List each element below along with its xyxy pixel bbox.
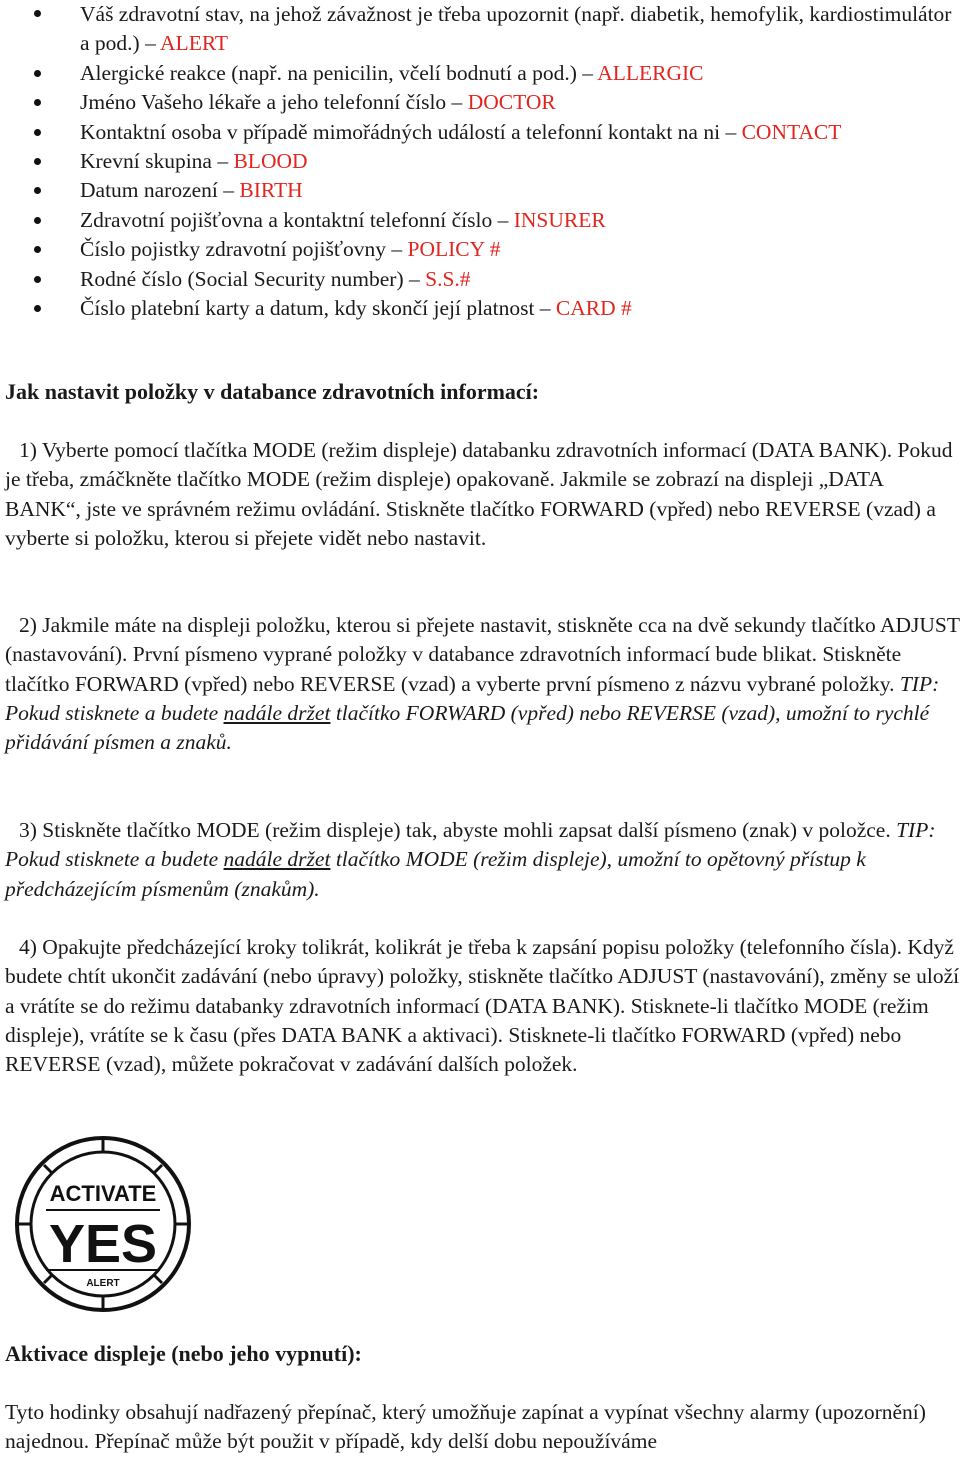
tip-text: tlačítko MODE (režim displeje), umožní to opětovný přístup k předcházejícím písmenům (znakům).: [5, 847, 866, 901]
watch-icon: [14, 1135, 192, 1313]
item-code: INSURER: [513, 207, 606, 232]
item-code: ALERT: [160, 31, 229, 56]
list-item: [0, 118, 960, 147]
tip-underlined-text: nadále držet: [223, 847, 331, 872]
item-code: ALLERGIC: [597, 60, 704, 85]
list-item: [0, 59, 960, 88]
activation-paragraph: Tyto hodinky obsahují nadřazený přepínač, který umožňuje zapínat a vypínat všechny alarmy (upozornění) najednou. Přepínač může být použit v případě, kdy delší dobu nepoužíváme: [5, 1400, 926, 1454]
item-text: Rodné číslo (Social Security number) –: [80, 266, 426, 291]
list-item: [0, 206, 960, 235]
item-code: CARD #: [555, 296, 632, 321]
item-code: POLICY #: [407, 237, 501, 262]
step-text: Opakujte předcházející kroky tolikrát, kolikrát je třeba k zapsání popisu položky (telefonního čísla). Když budete chtít ukončit zadávání (nebo úpravy) položky, stiskněte tlačítko ADJUST (nastavování), změny se uloží a vrátíte se do režimu databanky zdravotních informací (DATA BANK). Stisknete-li tlačítko MODE (režim displeje), vrátíte se k času (přes DATA BANK a aktivaci). Stisknete-li tlačítko FORWARD (vpřed) nebo REVERSE (vzad), můžete pokračovat v zadávání dalších položek.: [5, 935, 960, 1077]
tip-underlined-text: nadále držet: [223, 700, 331, 725]
item-text: Datum narození –: [80, 178, 240, 203]
step-1-paragraph: [5, 436, 960, 553]
tip-text: TIP: Pokud stisknete a budete: [5, 671, 940, 725]
step-2-paragraph: [5, 611, 960, 757]
step-number: 2): [19, 613, 37, 637]
tip-text: TIP: Pokud stisknete a budete: [5, 818, 936, 872]
watch-display-illustration: [14, 1135, 192, 1313]
item-code: DOCTOR: [467, 90, 556, 115]
item-text: Kontaktní osoba v případě mimořádných událostí a telefonní kontakt na ni –: [80, 119, 742, 144]
item-text: Alergické reakce (např. na penicilin, včelí bodnutí a pod.) –: [80, 60, 598, 85]
step-number: 3): [19, 818, 37, 842]
step-number: 4): [19, 935, 37, 959]
list-item: [0, 294, 960, 323]
step-text: Stiskněte tlačítko MODE (režim displeje) tak, abyste mohli zapsat další písmeno (znak) v položce.: [42, 818, 897, 842]
item-text: Číslo pojistky zdravotní pojišťovny –: [80, 237, 408, 262]
medical-info-list: [0, 0, 960, 323]
item-text: Jméno Vašeho lékaře a jeho telefonní číslo –: [80, 90, 468, 115]
list-item: [0, 235, 960, 264]
item-code: S.S.#: [425, 266, 471, 291]
section-heading-setup: Jak nastavit položky v databance zdravotních informací:: [5, 379, 540, 404]
item-text: Krevní skupina –: [80, 149, 234, 174]
item-code: CONTACT: [741, 119, 842, 144]
list-item: [0, 265, 960, 294]
step-text: Jakmile máte na displeji položku, kterou si přejete nastavit, stiskněte cca na dvě sekundy tlačítko ADJUST (nastavování). První písmeno vyprané položky v databance zdravotních informací bude blikat. Stiskněte tlačítko FORWARD (vpřed) nebo REVERSE (vzad) a vyberte první písmeno z názvu vybrané položky.: [5, 613, 960, 696]
item-text: Číslo platební karty a datum, kdy skončí její platnost –: [80, 296, 556, 321]
section-heading-activation: Aktivace displeje (nebo jeho vypnutí):: [5, 1341, 362, 1366]
item-text: Váš zdravotní stav, na jehož závažnost je třeba upozornit (např. diabetik, hemofylik, kardiostimulátor a pod.) –: [80, 2, 952, 56]
step-text: Vyberte pomocí tlačítka MODE (režim displeje) databanku zdravotních informací (DATA BANK). Pokud je třeba, zmáčkněte tlačítko MODE (režim displeje) opakovaně. Jakmile se zobrazí na displeji „DATA BANK“, jste ve správném režimu ovládání. Stiskněte tlačítko FORWARD (vpřed) nebo REVERSE (vzad) a vyberte si položku, kterou si přejete vidět nebo nastavit.: [5, 438, 953, 550]
list-item: [0, 0, 960, 59]
step-4-paragraph: [5, 933, 960, 1079]
watch-main-label: YES: [48, 1214, 158, 1274]
list-item: [0, 88, 960, 117]
list-item: [0, 176, 960, 205]
item-code: BIRTH: [239, 178, 303, 203]
item-code: BLOOD: [233, 149, 308, 174]
step-number: 1): [19, 438, 37, 462]
tip-text: tlačítko FORWARD (vpřed) nebo REVERSE (vzad), umožní to rychlé přidávání písmen a znaků.: [5, 700, 930, 755]
list-item: [0, 147, 960, 176]
watch-bottom-label: ALERT: [86, 1278, 120, 1289]
watch-top-label: ACTIVATE: [49, 1181, 157, 1206]
item-text: Zdravotní pojišťovna a kontaktní telefonní číslo –: [80, 207, 514, 232]
step-3-paragraph: [5, 816, 960, 904]
